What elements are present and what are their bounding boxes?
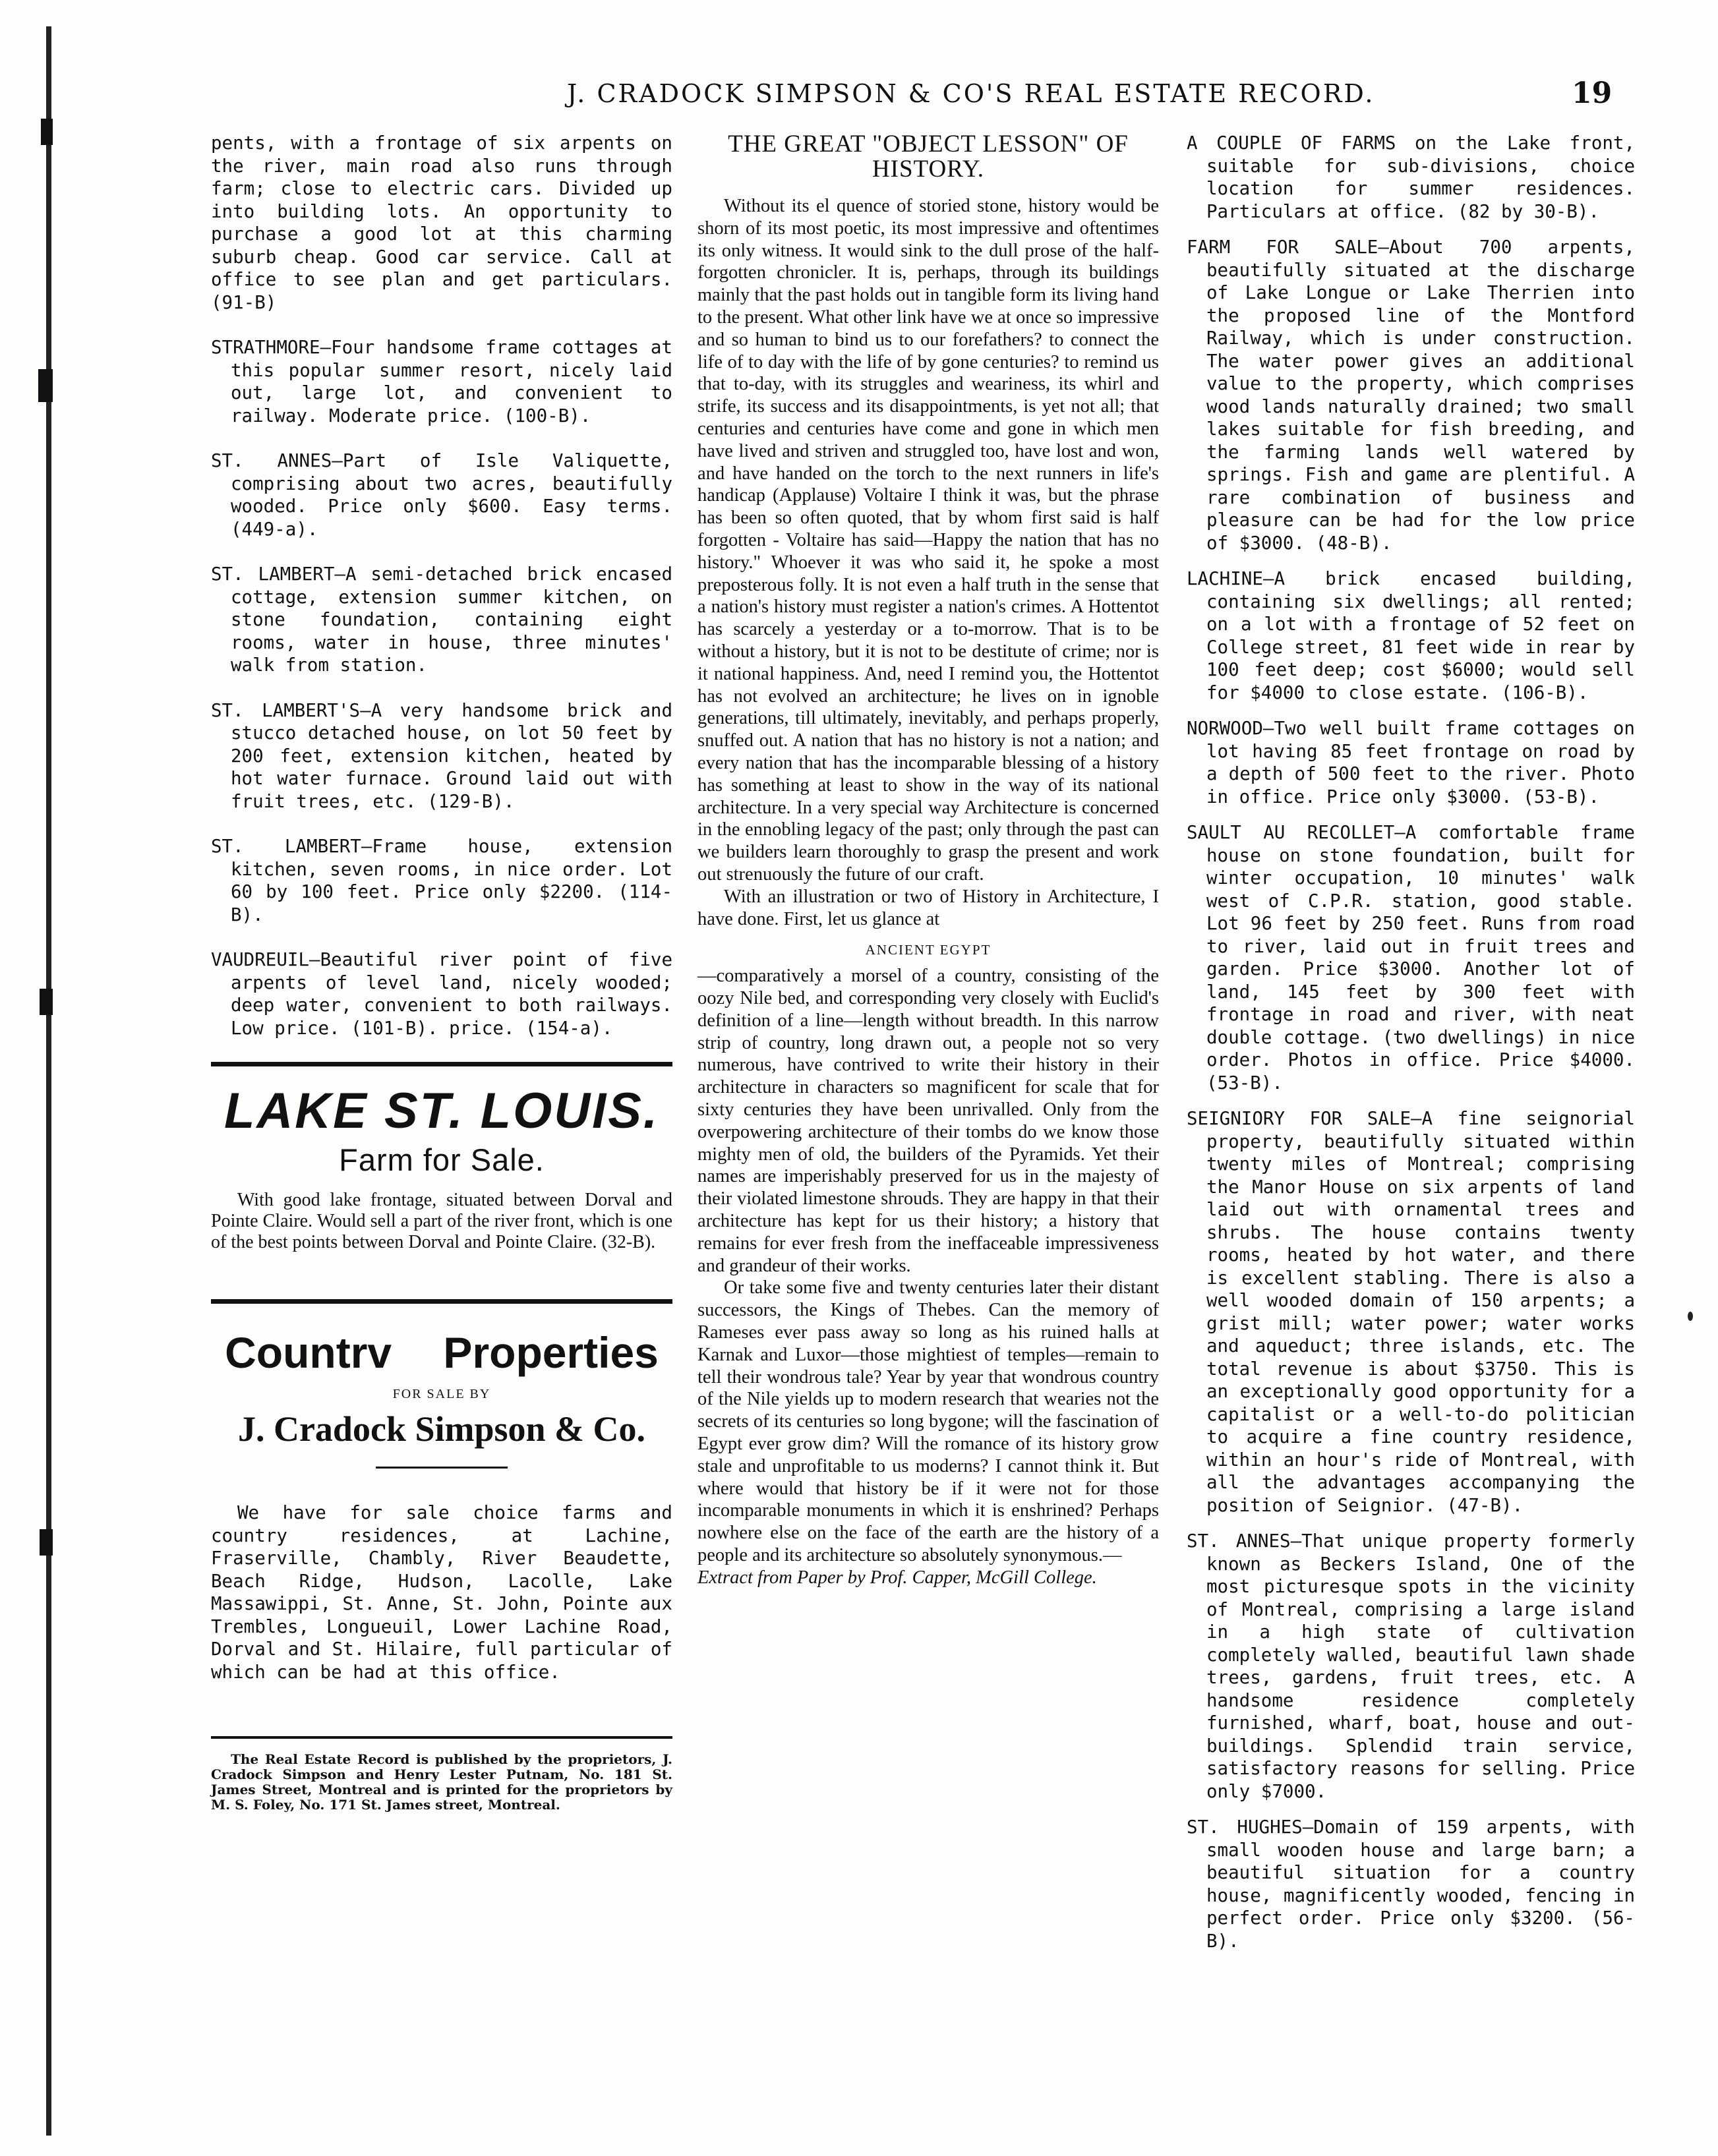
ad-title: Countrv Properties: [225, 1328, 659, 1377]
ad-title: LAKE ST. LOUIS.: [223, 1083, 660, 1139]
listing-strathmore: STRATHMORE—Four handsome frame cottages at this popular summer resort, nicely laid out, large lot, and convenient to railway. Moderate price. (100-B).: [211, 337, 672, 426]
column-3: [1187, 132, 1635, 1966]
section-heading: ANCIENT EGYPT: [865, 942, 992, 958]
listing-st-lambert-3: ST. LAMBERT—Frame house, extension kitchen, seven rooms, in nice order. Lot 60 by 100 feet. Price only $2200. (114-B).: [211, 836, 672, 925]
listing-vaudreuil: VAUDREUIL—Beautiful river point of five arpents of level land, nicely wooded; deep water, convenient to both railways. Low price. (101-B). price. (154-a).: [211, 949, 672, 1039]
ad-subtitle: Farm for Sale.: [339, 1142, 545, 1177]
scan-edge-mark-3: [38, 369, 53, 402]
country-properties-ad: [211, 1327, 672, 1683]
ad-text: We have for sale choice farms and country residences, at Lachine, Fraserville, Chambly, River Beaudette, Beach Ridge, Hudson, Lacolle, Lake Massawippi, St. Anne, St. John, Pointe aux Trembles, Longueuil, Lower Lachine Road, Dorval and St. Hilaire, full particular of which can be had at this office.: [211, 1502, 672, 1683]
listing-st-hughes: ST. HUGHES—Domain of 159 arpents, with small wooden house and large barn; a beautiful situation for a country house, magnificently wooded, fencing in perfect order. Price only $3200. (56-B).: [1187, 1817, 1635, 1952]
section-rule-2: [211, 1299, 672, 1304]
scan-edge-mark-4: [40, 989, 53, 1015]
listing-farm-for-sale: FARM FOR SALE—About 700 arpents, beautifully situated at the discharge of Lake Longue or Lake Therrien into the proposed line of the Montford Railway, which is under construction. The water power gives an additional value to the property, which comprises wood lands naturally drained; two small lakes suitable for fish breeding, and the farming lands well watered by springs. Fish and game are plentiful. A rare combination of business and pleasure can be had for the low price of $3000. (48-B).: [1187, 237, 1635, 554]
footnote-rule: [211, 1736, 672, 1739]
listing-lachine: LACHINE—A brick encased building, containing six dwellings; all rented; on a lot with a frontage of 52 feet on College street, 81 feet wide in rear by 100 feet deep; cost $6000; would sell for $4000 to close estate. (106-B).: [1187, 568, 1635, 703]
scan-edge-mark: [46, 26, 51, 2136]
listing-norwood: NORWOOD—Two well built frame cottages on lot having 85 feet frontage on road by a depth of 500 feet to the river. Photo in office. Price only $3000. (53-B).: [1187, 718, 1635, 807]
listing-continued: pents, with a frontage of six arpents on the river, main road also runs through farm; close to electric cars. Divided up into building lots. An opportunity to purchase a good lot at this charming suburb cheap. Good car service. Call at office to see plan and get particulars. (91-B): [211, 132, 672, 313]
ad-firm-name: J. Cradock Simpson & Co.: [237, 1409, 646, 1449]
lake-st-louis-ad: [211, 1085, 672, 1253]
ad-for-sale-by: FOR SALE BY: [392, 1387, 491, 1401]
article-paragraph: —comparatively a morsel of a country, consisting of the oozy Nile bed, and corresponding very closely with Euclid's definition of a line—length without breadth. In this narrow strip of country, long drawn out, a people not so very numerous, have contrived to write their history in their architecture in characters so magnificent for scale that for sixty centuries they have been unrivalled. Only from the overpowering architecture of their tombs do we know those mighty men of old, the builders of the Pyramids. Yet their names are imperishably preserved for us in the majesty of their violated limestone shrouds. They are happy in that their architecture has kept for us their history; a history that remains for ever fresh from the ineffaceable impressiveness and grandeur of their works.: [697, 966, 1159, 1276]
listing-st-annes: ST. ANNES—Part of Isle Valiquette, comprising about two acres, beautifully wooded. Price only $600. Easy terms. (449-a).: [211, 450, 672, 540]
article-paragraph: With an illustration or two of History in Architecture, I have done. First, let us glance at: [697, 886, 1159, 929]
column-1: [211, 132, 672, 1813]
ad-text: With good lake frontage, situated between Dorval and Pointe Claire. Would sell a part of the river front, which is one of the best points between Dorval and Pointe Claire. (32-B).: [211, 1190, 672, 1252]
running-title: J. CRADOCK SIMPSON & CO'S REAL ESTATE RECORD.: [567, 79, 1375, 108]
scan-edge-mark-2: [41, 119, 53, 145]
listing-st-lambert-2: ST. LAMBERT'S—A very handsome brick and stucco detached house, on lot 50 feet by 200 feet, extension kitchen, heated by hot water furnace. Ground laid out with fruit trees, etc. (129-B).: [211, 699, 672, 812]
listing-sault-au-recollet: SAULT AU RECOLLET—A comfortable frame house on stone foundation, built for winter occupation, 10 minutes' walk west of C.P.R. station, good stable. Lot 96 feet by 250 feet. Runs from road to river, laid out in fruit trees and garden. Price $3000. Another lot of land, 145 feet by 300 feet with frontage in road and river, with neat double cottage. (two dwellings) in nice order. Photos in office. Price $4000. (53-B).: [1187, 822, 1635, 1093]
article-paragraph: Or take some five and twenty centuries later their distant successors, the Kings of Thebes. Can the memory of Rameses ever pass away so long as his ruined halls at Karnak and Luxor—those mightiest of temples—remain to tell their wondrous tale? Year by year that wondrous country of the Nile yields up to modern research that wearies not the secrets of its centuries so long bygone; will the fascination of Egypt ever grow dim? Will the romance of its history grow stale and unprofitable to us moderns? I cannot think it. But where would that history be if it were not for those incomparable monuments in which it is enshrined? Perhaps nowhere else on the face of the earth are the history of a people and its architecture so absolutely synonymous.—: [697, 1277, 1159, 1566]
page-number: 19: [1572, 76, 1613, 110]
listing-seigniory: SEIGNIORY FOR SALE—A fine seignorial property, beautifully situated within twenty miles of Montreal; comprising the Manor House on six arpents of land laid out with ornamental trees and shrubs. The house contains twenty rooms, heated by hot water, and there is excellent stabling. There is also a well wooded domain of 150 arpents; a grist mill; water power; water works and aqueduct; three islands, etc. The total revenue is about $3750. This is an exceptionally good opportunity for a capitalist or a well-to-do politician to acquire a fine country residence, within an hour's ride of Montreal, with all the advantages accompanying the position of Seignior. (47-B).: [1187, 1108, 1635, 1516]
article-paragraph: Without its el quence of storied stone, history would be shorn of its most poetic, its most impressive and oftentimes its only witness. It would sink to the dull prose of the half-forgotten chronicler. It is, perhaps, through its buildings mainly that the past holds out in tangible form its living hand to the present. What other link have we at once so impressive and so human to bind us to our forefathers? to connect the life of to day with the life of by gone centuries? to remind us that to-day, with its struggles and weariness, its whirl and strife, its success and its disappointments, is yet not all; that centuries and centuries have come and gone in which men have lived and striven and struggled too, have lost and won, and have handed on the torch to the next runners in life's handicap (Applause) Voltaire I think it was, but the phrase has been so often quoted, that by whom first said is half forgotten - Voltaire has said—Happy the nation that has no history." Whoever it was who said it, he spoke a most preposterous folly. It is not even a half truth in the sense that a nation's history must register a nation's crimes. A Hottentot has scarcely a yesterday or a to-morrow. That is to be without a history, but it is not to be destitute of crime; nor is it national happiness. And, need I remind you, the Hottentot has not evolved an architecture; he lives on in ignoble generations, till ultimately, inevitably, and perhaps properly, snuffed out. A nation that has no history is not a nation; and every nation that has the incomparable blessing of a history has something at least to show in the way of its national architecture. In a very special way Architecture is concerned in the ennobling legacy of the past; only through the past can we builders learn thoroughly to grasp the present and work out strenuously the future of our craft.: [697, 196, 1159, 885]
scan-edge-mark-5: [40, 1529, 53, 1556]
section-rule: [211, 1062, 672, 1066]
article-credit: Extract from Paper by Prof. Capper, McGill College.: [697, 1567, 1097, 1588]
short-rule: [376, 1467, 508, 1469]
listing-couple-of-farms: A COUPLE OF FARMS on the Lake front, suitable for sub-divisions, choice location for summer residences. Particulars at office. (82 by 30-B).: [1187, 132, 1635, 222]
speck: [1688, 1312, 1693, 1321]
publisher-note: The Real Estate Record is published by the proprietors, J. Cradock Simpson and Henry Lester Putnam, No. 181 St. James Street, Montreal and is printed for the proprietors by M. S. Foley, No. 171 St. James street, Montreal.: [211, 1751, 672, 1813]
article-title: THE GREAT "OBJECT LESSON" OF HISTORY.: [728, 131, 1129, 183]
listing-st-annes-beckers: ST. ANNES—That unique property formerly known as Beckers Island, One of the most picturesque spots in the vicinity of Montreal, comprising a large island in a high state of cultivation completely walled, beautiful lawn shade trees, gardens, fruit trees, etc. A handsome residence completely furnished, wharf, boat, house and out-buildings. Splendid train service, satisfactory reasons for selling. Price only $7000.: [1187, 1530, 1635, 1802]
listing-st-lambert-1: ST. LAMBERT—A semi-detached brick encased cottage, extension summer kitchen, on stone foundation, containing eight rooms, water in house, three minutes' walk from station.: [211, 564, 672, 676]
column-2: [697, 132, 1159, 1589]
